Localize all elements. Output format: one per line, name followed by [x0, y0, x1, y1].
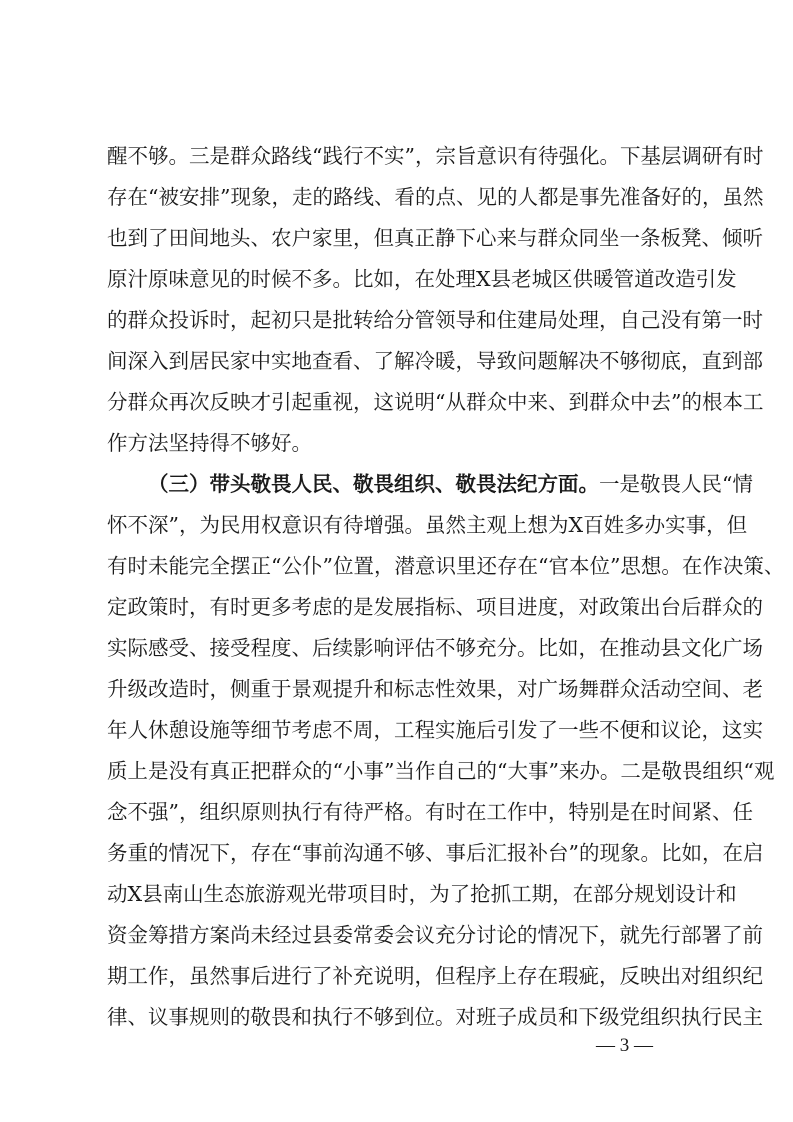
body-line: 怀不深”，为民用权意识有待增强。虽然主观上想为X百姓多办实事，但	[107, 513, 748, 537]
body-line: 有时未能完全摆正“公仆”位置，潜意识里还存在“官本位”思想。在作决策、	[107, 554, 785, 578]
body-line: 升级改造时，侧重于景观提升和标志性效果，对广场舞群众活动空间、老	[107, 677, 763, 701]
body-line: 念不强”，组织原则执行有待严格。有时在工作中，特别是在时间紧、任	[107, 800, 753, 824]
body-line: 年人休憩设施等细节考虑不周，工程实施后引发了一些不便和议论，这实	[107, 718, 763, 742]
body-line: 质上是没有真正把群众的“小事”当作自己的“大事”来办。二是敬畏组织“观	[107, 759, 775, 783]
section-heading: （三）带头敬畏人民、敬畏组织、敬畏法纪方面。	[148, 472, 599, 496]
body-line: 原汁原味意见的时候不多。比如，在处理X县老城区供暖管道改造引发	[107, 267, 737, 291]
body-line: 务重的情况下，存在“事前沟通不够、事后汇报补台”的现象。比如，在启	[107, 841, 764, 865]
body-line: 期工作，虽然事后进行了补充说明，但程序上存在瑕疵，反映出对组织纪	[107, 964, 763, 988]
body-line: 存在“被安排”现象，走的路线、看的点、见的人都是事先准备好的，虽然	[107, 185, 764, 209]
body-line: 律、议事规则的敬畏和执行不够到位。对班子成员和下级党组织执行民主	[107, 1005, 763, 1029]
body-line: 资金筹措方案尚未经过县委常委会议充分讨论的情况下，就先行部署了前	[107, 923, 763, 947]
body-line: 分群众再次反映才引起重视，这说明“从群众中来、到群众中去”的根本工	[107, 390, 764, 414]
body-line: 动X县南山生态旅游观光带项目时，为了抢抓工期，在部分规划设计和	[107, 882, 737, 906]
section-first-line-text: 一是敬畏人民“情	[599, 472, 753, 496]
body-line: 也到了田间地头、农户家里，但真正静下心来与群众同坐一条板凳、倾听	[107, 226, 763, 250]
body-line: 作方法坚持得不够好。	[107, 431, 312, 455]
body-line: 醒不够。三是群众路线“践行不实”，宗旨意识有待强化。下基层调研有时	[107, 144, 764, 168]
section-first-line	[148, 468, 753, 500]
body-line: 间深入到居民家中实地查看、了解冷暖，导致问题解决不够彻底，直到部	[107, 349, 763, 373]
body-line: 实际感受、接受程度、后续影响评估不够充分。比如，在推动县文化广场	[107, 636, 763, 660]
body-line: 定政策时，有时更多考虑的是发展指标、项目进度，对政策出台后群众的	[107, 595, 763, 619]
page-number: — 3 —	[596, 1035, 653, 1056]
body-line: 的群众投诉时，起初只是批转给分管领导和住建局处理，自己没有第一时	[107, 308, 763, 332]
